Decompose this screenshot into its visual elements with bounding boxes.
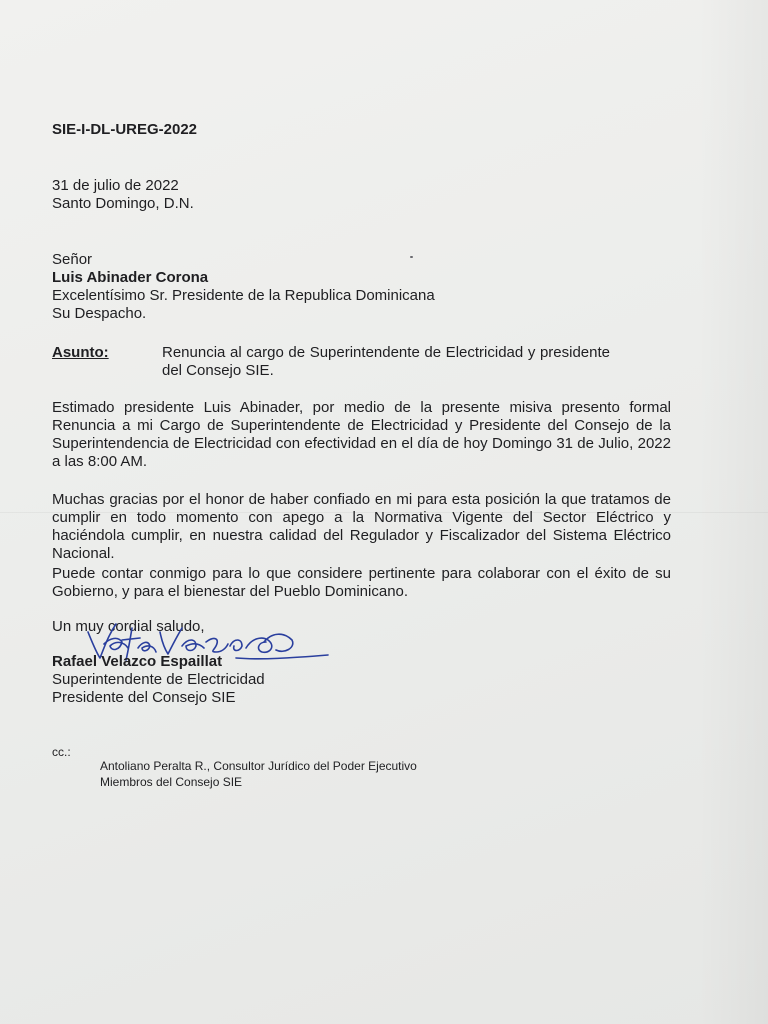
subject-label: Asunto: bbox=[52, 344, 109, 361]
cc-recipient-1: Antoliano Peralta R., Consultor Jurídico del Poder Ejecutivo bbox=[100, 759, 417, 773]
recipient-salutation: Señor bbox=[52, 251, 93, 268]
body-paragraph-2: Muchas gracias por el honor de haber confiado en mi para esta posición la que tratamos de cumplir en todo momento con apego a la Normativa Vigente del Sector Eléctrico y haciéndola cumplir, en nuestra calidad del Regulador y Fiscalizador del Sistema Eléctrico Nacional. bbox=[52, 491, 671, 562]
reference-number: SIE-I-DL-UREG-2022 bbox=[52, 121, 198, 138]
subject-text: Renuncia al cargo de Superintendente de Electricidad y presidente del Consejo SIE. bbox=[162, 344, 610, 379]
cc-label: cc.: bbox=[52, 745, 71, 759]
signer-position-2: Presidente del Consejo SIE bbox=[52, 689, 236, 706]
signer-position-1: Superintendente de Electricidad bbox=[52, 671, 265, 688]
body-paragraph-1: Estimado presidente Luis Abinader, por medio de la presente misiva presento formal Renuncia a mi Cargo de Superintendente de Electricidad y Presidente del Consejo de la Superintendencia de Electricidad con efectividad en el día de hoy Domingo 31 de Julio, 2022 a las 8:00 AM. bbox=[52, 399, 671, 470]
signer-name: Rafael Velazco Espaillat bbox=[52, 653, 223, 670]
recipient-title: Excelentísimo Sr. Presidente de la Republica Dominicana bbox=[52, 287, 435, 304]
recipient-name: Luis Abinader Corona bbox=[52, 269, 209, 286]
paper-speck bbox=[410, 256, 413, 258]
letter-city: Santo Domingo, D.N. bbox=[52, 195, 194, 212]
body-paragraph-3: Puede contar conmigo para lo que considere pertinente para colaborar con el éxito de su Gobierno, y para el bienestar del Pueblo Dominicano. bbox=[52, 565, 671, 600]
closing-salutation: Un muy cordial saludo, bbox=[52, 618, 205, 635]
recipient-office: Su Despacho. bbox=[52, 305, 147, 322]
letter-date: 31 de julio de 2022 bbox=[52, 177, 179, 194]
cc-recipient-2: Miembros del Consejo SIE bbox=[100, 775, 243, 789]
